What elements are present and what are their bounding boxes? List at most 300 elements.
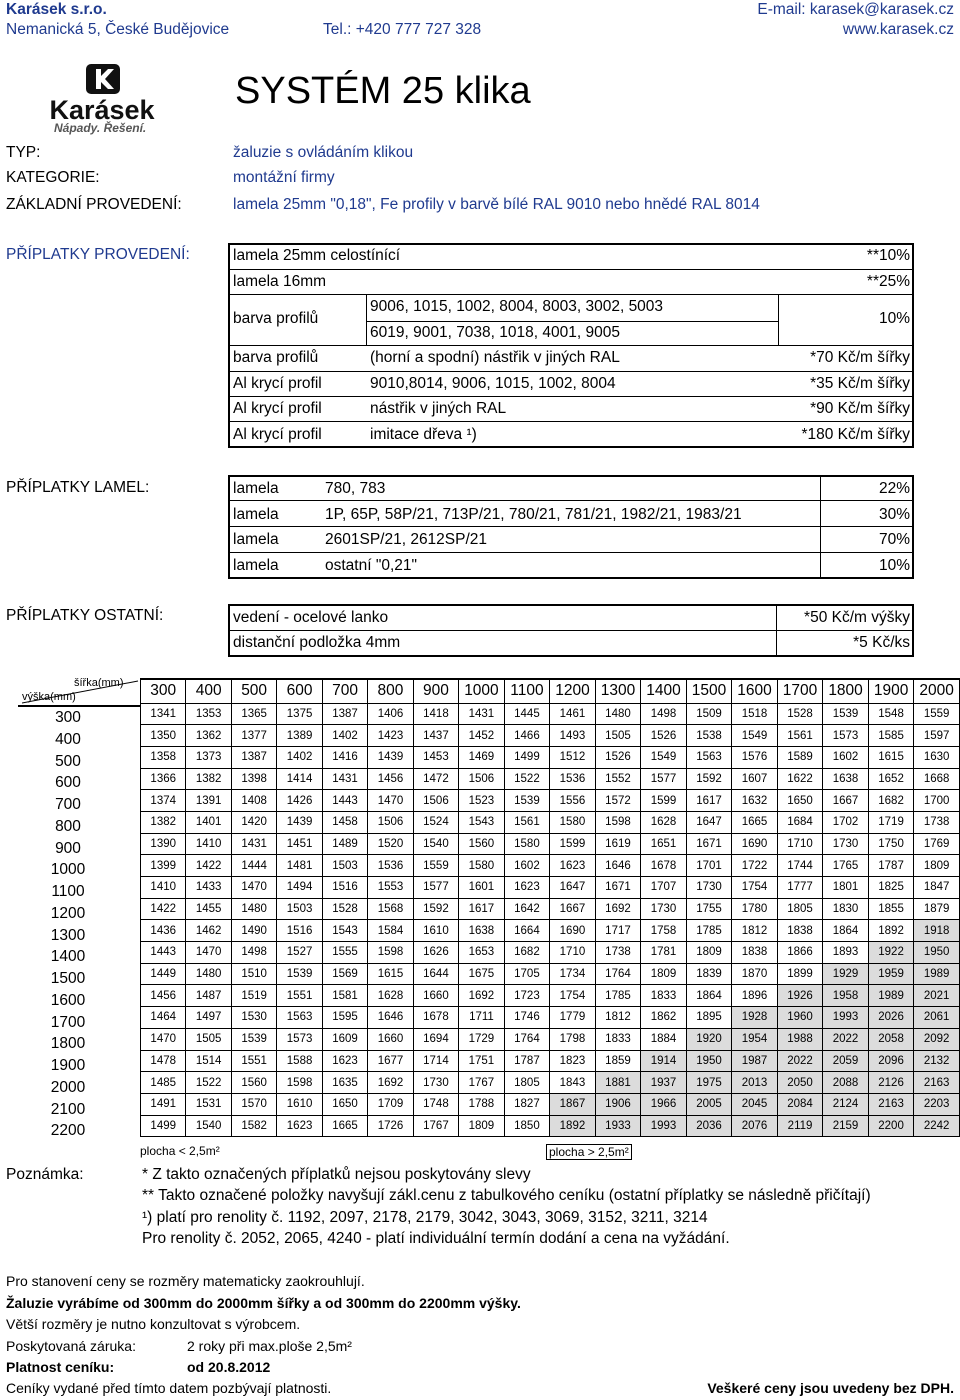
- price-cell: 1519: [231, 985, 276, 1007]
- width-header-cell: 2000: [914, 679, 960, 703]
- width-axis-label: šířka(mm): [74, 677, 124, 689]
- price-cell: 1358: [141, 746, 186, 768]
- price-cell: 1341: [141, 703, 186, 725]
- width-header-cell: 1400: [641, 679, 687, 703]
- price-cell: 1839: [686, 963, 732, 985]
- priplatky-ostatni-label: PŘÍPLATKY OSTATNÍ:: [6, 607, 164, 624]
- price-cell: 1536: [368, 855, 413, 877]
- price-cell: 1623: [504, 877, 550, 899]
- width-header-cell: 1200: [550, 679, 596, 703]
- price-cell: 1785: [595, 985, 641, 1007]
- price-cell: 1702: [823, 811, 869, 833]
- price-cell: 1906: [595, 1093, 641, 1115]
- price-cell: 1580: [504, 833, 550, 855]
- price-cell: 1764: [595, 963, 641, 985]
- price-cell: 1769: [914, 833, 960, 855]
- price-cell: 1630: [914, 746, 960, 768]
- price-cell: 1506: [413, 790, 458, 812]
- price-cell: 1615: [368, 963, 413, 985]
- price-cell: 1451: [277, 833, 322, 855]
- lamel-row-1-name: lamela: [233, 480, 279, 497]
- price-cell: 1632: [732, 790, 778, 812]
- lamel-row-1-price: 22%: [878, 480, 910, 497]
- lamel-row-3-type: 2601SP/21, 2612SP/21: [325, 531, 488, 548]
- price-cell: 1382: [141, 811, 186, 833]
- price-cell: 1950: [914, 942, 960, 964]
- price-cell: 1443: [141, 942, 186, 964]
- price-cell: 2096: [868, 1050, 914, 1072]
- price-cell: 1439: [277, 811, 322, 833]
- price-cell: 1538: [686, 725, 732, 747]
- price-cell: 1505: [186, 1028, 231, 1050]
- price-cell: 1581: [322, 985, 367, 1007]
- price-cell: 2022: [823, 1028, 869, 1050]
- price-cell: 1580: [459, 855, 505, 877]
- price-cell: 1466: [504, 725, 550, 747]
- price-cell: 1598: [368, 942, 413, 964]
- price-cell: 1597: [914, 725, 960, 747]
- price-cell: 1644: [413, 963, 458, 985]
- price-cell: 1671: [686, 833, 732, 855]
- price-cell: 1619: [595, 833, 641, 855]
- height-label: 600: [55, 774, 81, 792]
- provedeni-row-3-price: 10%: [878, 310, 910, 327]
- price-cell: 1729: [459, 1028, 505, 1050]
- price-cell: 1730: [686, 877, 732, 899]
- price-cell: 1918: [914, 920, 960, 942]
- price-cell: 2200: [868, 1115, 914, 1137]
- provedeni-row-6-price: *90 Kč/m šířky: [810, 400, 910, 417]
- company-email[interactable]: E-mail: karasek@karasek.cz: [757, 1, 954, 18]
- typ-value: žaluzie s ovládáním klikou: [233, 144, 414, 161]
- provedeni-row-7-name: Al krycí profil: [233, 426, 322, 443]
- price-cell: 1595: [322, 1007, 367, 1029]
- price-cell: 1690: [732, 833, 778, 855]
- svg-text:Karásek: Karásek: [49, 95, 155, 125]
- price-cell: 1812: [732, 920, 778, 942]
- table-row: [141, 1007, 960, 1029]
- lamel-row-3-name: lamela: [233, 531, 279, 548]
- zakladni-provedeni-label: ZÁKLADNÍ PROVEDENÍ:: [6, 196, 182, 213]
- price-cell: 1539: [231, 1028, 276, 1050]
- price-cell: 1536: [550, 768, 596, 790]
- height-label: 300: [55, 709, 81, 726]
- price-cell: 1416: [322, 746, 367, 768]
- price-cell: 1710: [777, 833, 823, 855]
- price-cell: 1754: [550, 985, 596, 1007]
- price-cell: 1494: [277, 877, 322, 899]
- price-cell: 1859: [595, 1050, 641, 1072]
- price-cell: 1592: [413, 898, 458, 920]
- price-cell: 1682: [868, 790, 914, 812]
- price-cell: 1609: [322, 1028, 367, 1050]
- price-cell: 1707: [641, 877, 687, 899]
- price-cell: 1601: [459, 877, 505, 899]
- price-cell: 1701: [686, 855, 732, 877]
- price-cell: 1668: [914, 768, 960, 790]
- price-cell: 1462: [186, 920, 231, 942]
- price-cell: 1556: [550, 790, 596, 812]
- width-header-cell: 800: [368, 679, 413, 703]
- price-cell: 1499: [504, 746, 550, 768]
- price-cell: 1512: [550, 746, 596, 768]
- height-label: 1500: [50, 970, 86, 987]
- price-cell: 1765: [823, 855, 869, 877]
- price-cell: 1684: [777, 811, 823, 833]
- price-cell: 1933: [595, 1115, 641, 1137]
- price-cell: 1825: [868, 877, 914, 899]
- price-cell: 2005: [686, 1093, 732, 1115]
- price-cell: 1582: [231, 1115, 276, 1137]
- price-cell: 1847: [914, 877, 960, 899]
- table-row: [141, 725, 960, 747]
- price-cell: 1391: [186, 790, 231, 812]
- price-cell: 1750: [868, 833, 914, 855]
- price-cell: 1503: [322, 855, 367, 877]
- kategorie-value: montážní firmy: [233, 169, 335, 186]
- price-cell: 1646: [595, 855, 641, 877]
- price-cell: 1470: [141, 1028, 186, 1050]
- height-label: 2100: [50, 1100, 86, 1118]
- price-cell: 1401: [186, 811, 231, 833]
- price-cell: 1738: [595, 942, 641, 964]
- price-cell: 1692: [595, 898, 641, 920]
- price-cell: 1490: [231, 920, 276, 942]
- price-cell: 1988: [777, 1028, 823, 1050]
- price-cell: 1387: [322, 703, 367, 725]
- price-cell: 1714: [413, 1050, 458, 1072]
- price-cell: 1470: [231, 877, 276, 899]
- warranty-value: 2 roky při max.ploše 2,5m²: [187, 1338, 352, 1354]
- price-cell: 1615: [868, 746, 914, 768]
- price-cell: 1787: [504, 1050, 550, 1072]
- price-cell: 1366: [141, 768, 186, 790]
- company-web[interactable]: www.karasek.cz: [842, 21, 954, 38]
- price-cell: 1456: [141, 985, 186, 1007]
- height-labels: [38, 707, 98, 1142]
- height-label: 900: [55, 839, 81, 857]
- price-cell: 1843: [550, 1072, 596, 1094]
- price-cell: 1617: [686, 790, 732, 812]
- price-cell: 1838: [777, 920, 823, 942]
- price-cell: 1617: [459, 898, 505, 920]
- price-cell: 1748: [413, 1093, 458, 1115]
- provedeni-row-6-name: Al krycí profil: [233, 400, 322, 417]
- price-cell: 1576: [732, 746, 778, 768]
- price-cell: 1705: [504, 963, 550, 985]
- price-cell: 1573: [277, 1028, 322, 1050]
- height-label: 800: [55, 817, 81, 835]
- provedeni-row-5-name: Al krycí profil: [233, 375, 322, 392]
- price-cell: 1602: [504, 855, 550, 877]
- table-row: [141, 1093, 960, 1115]
- price-cell: 1382: [186, 768, 231, 790]
- height-label: 500: [55, 752, 81, 770]
- lamel-row-4-type: ostatní "0,21": [325, 557, 418, 574]
- price-cell: 1437: [413, 725, 458, 747]
- price-cell: 1555: [322, 942, 367, 964]
- provedeni-row-7-price: *180 Kč/m šířky: [801, 426, 910, 443]
- price-cell: 2022: [777, 1050, 823, 1072]
- lamel-row-2-name: lamela: [233, 506, 279, 523]
- price-cell: 1788: [459, 1093, 505, 1115]
- footer-range: Žaluzie vyrábíme od 300mm do 2000mm šířky a od 300mm do 2200mm výšky.: [6, 1295, 521, 1311]
- price-cell: 1622: [777, 768, 823, 790]
- price-cell: 1866: [777, 942, 823, 964]
- price-cell: 2013: [732, 1072, 778, 1094]
- price-cell: 1664: [504, 920, 550, 942]
- price-cell: 1422: [141, 898, 186, 920]
- price-cell: 1573: [823, 725, 869, 747]
- price-cell: 1539: [823, 703, 869, 725]
- provedeni-row-1-name: lamela 25mm celostínící: [233, 247, 401, 264]
- height-axis-label: výška(mm): [22, 691, 76, 703]
- price-cell: 2159: [823, 1115, 869, 1137]
- price-cell: 1993: [641, 1115, 687, 1137]
- width-header-cell: 1800: [823, 679, 869, 703]
- price-cell: 1561: [777, 725, 823, 747]
- price-cell: 1690: [550, 920, 596, 942]
- height-label: 2200: [50, 1122, 86, 1140]
- notes-label: Poznámka:: [6, 1166, 84, 1183]
- price-cell: 1551: [277, 985, 322, 1007]
- price-cell: 1801: [823, 877, 869, 899]
- price-cell: 1498: [641, 703, 687, 725]
- price-cell: 1489: [322, 833, 367, 855]
- width-header-cell: 900: [413, 679, 458, 703]
- price-cell: 1626: [413, 942, 458, 964]
- plocha-large-label: plocha > 2,5m²: [546, 1144, 632, 1160]
- price-cell: 1559: [413, 855, 458, 877]
- price-cell: 1787: [868, 855, 914, 877]
- price-cell: 1650: [322, 1093, 367, 1115]
- price-cell: 1436: [141, 920, 186, 942]
- price-cell: 1539: [504, 790, 550, 812]
- price-cell: 1647: [686, 811, 732, 833]
- height-label: 1700: [50, 1013, 86, 1031]
- price-cell: 1444: [231, 855, 276, 877]
- price-cell: 1375: [277, 703, 322, 725]
- price-cell: 1362: [186, 725, 231, 747]
- lamel-row-1-type: 780, 783: [325, 480, 386, 497]
- price-cell: 1528: [322, 898, 367, 920]
- price-cell: 1652: [868, 768, 914, 790]
- price-cell: 2045: [732, 1093, 778, 1115]
- provedeni-row-3-colors-2: 6019, 9001, 7038, 1018, 4001, 9005: [370, 324, 620, 341]
- plocha-small-label: plocha < 2,5m²: [140, 1144, 220, 1158]
- price-cell: 1623: [550, 855, 596, 877]
- width-header-cell: 1300: [595, 679, 641, 703]
- price-cell: 2092: [914, 1028, 960, 1050]
- price-cell: 1390: [141, 833, 186, 855]
- price-cell: 1937: [641, 1072, 687, 1094]
- price-cell: 1642: [504, 898, 550, 920]
- price-cell: 1746: [504, 1007, 550, 1029]
- price-cell: 1667: [550, 898, 596, 920]
- price-cell: 1526: [641, 725, 687, 747]
- price-cell: 1922: [868, 942, 914, 964]
- width-header-cell: 1500: [686, 679, 732, 703]
- price-cell: 1635: [322, 1072, 367, 1094]
- price-cell: 1833: [595, 1028, 641, 1050]
- price-cell: 2126: [868, 1072, 914, 1094]
- price-cell: 2026: [868, 1007, 914, 1029]
- price-cell: 1572: [595, 790, 641, 812]
- price-cell: 1526: [595, 746, 641, 768]
- price-cell: 1855: [868, 898, 914, 920]
- price-cell: 1610: [277, 1093, 322, 1115]
- validity-value: od 20.8.2012: [187, 1359, 271, 1375]
- height-label: 1400: [50, 948, 86, 966]
- price-cell: 1892: [868, 920, 914, 942]
- provedeni-row-2-price: **25%: [866, 273, 910, 290]
- typ-label: TYP:: [6, 144, 41, 161]
- price-cell: 1509: [686, 703, 732, 725]
- table-row: [141, 877, 960, 899]
- price-cell: 1452: [459, 725, 505, 747]
- price-cell: 1530: [231, 1007, 276, 1029]
- provedeni-row-6-desc: nástřik v jiných RAL: [370, 400, 507, 417]
- warranty-label: Poskytovaná záruka:: [6, 1338, 136, 1354]
- price-cell: 1653: [459, 942, 505, 964]
- price-cell: 1485: [141, 1072, 186, 1094]
- price-cell: 1692: [459, 985, 505, 1007]
- price-cell: 1464: [141, 1007, 186, 1029]
- price-cell: 1543: [322, 920, 367, 942]
- lamel-row-4-price: 10%: [878, 557, 910, 574]
- price-cell: 1577: [641, 768, 687, 790]
- price-cell: 1506: [368, 811, 413, 833]
- price-cell: 2163: [868, 1093, 914, 1115]
- height-label: 1000: [50, 861, 86, 879]
- provedeni-row-4-price: *70 Kč/m šířky: [810, 349, 910, 366]
- priplatky-provedeni-label: PŘÍPLATKY PROVEDENÍ:: [6, 246, 190, 263]
- price-cell: 1414: [277, 768, 322, 790]
- price-cell: 1650: [777, 790, 823, 812]
- price-cell: 1543: [459, 811, 505, 833]
- price-cell: 1561: [504, 811, 550, 833]
- height-label: 1900: [50, 1057, 86, 1074]
- ostatni-row-2-price: *5 Kč/ks: [853, 634, 910, 651]
- price-cell: 1754: [732, 877, 778, 899]
- price-cell: 1498: [231, 942, 276, 964]
- price-cell: 1823: [550, 1050, 596, 1072]
- price-cell: 1559: [914, 703, 960, 725]
- price-cell: 1456: [368, 768, 413, 790]
- price-cell: 1628: [641, 811, 687, 833]
- price-cell: 1461: [550, 703, 596, 725]
- table-row: [141, 1072, 960, 1094]
- price-cell: 1487: [186, 985, 231, 1007]
- price-cell: 1993: [823, 1007, 869, 1029]
- price-cell: 1522: [504, 768, 550, 790]
- table-row: [141, 703, 960, 725]
- price-cell: 2088: [823, 1072, 869, 1094]
- price-cell: 1628: [368, 985, 413, 1007]
- company-phone: Tel.: +420 777 727 328: [323, 21, 482, 38]
- price-cell: 1838: [732, 942, 778, 964]
- width-header-cell: 500: [231, 679, 276, 703]
- price-cell: 1730: [413, 1072, 458, 1094]
- price-cell: 1812: [595, 1007, 641, 1029]
- price-cell: 2021: [914, 985, 960, 1007]
- price-cell: 1896: [732, 985, 778, 1007]
- height-label: 1600: [50, 991, 86, 1009]
- price-cell: 1478: [141, 1050, 186, 1072]
- price-cell: 2059: [823, 1050, 869, 1072]
- price-cell: 1387: [231, 746, 276, 768]
- price-cell: 1646: [368, 1007, 413, 1029]
- price-cell: 1678: [413, 1007, 458, 1029]
- width-header-cell: 300: [141, 679, 186, 703]
- price-cell: 1723: [504, 985, 550, 1007]
- ostatni-row-1-price: *50 Kč/m výšky: [804, 609, 910, 626]
- price-cell: 1577: [413, 877, 458, 899]
- price-cell: 2076: [732, 1115, 778, 1137]
- price-cell: 1694: [413, 1028, 458, 1050]
- price-cell: 1730: [823, 833, 869, 855]
- price-cell: 1548: [868, 703, 914, 725]
- price-cell: 1592: [686, 768, 732, 790]
- price-cell: 1539: [277, 963, 322, 985]
- price-cell: 1549: [732, 725, 778, 747]
- logo-slogan: Nápady. Řešení.: [54, 121, 147, 135]
- price-cell: 1585: [868, 725, 914, 747]
- price-cell: 1926: [777, 985, 823, 1007]
- footer-consult: Větší rozměry je nutno konzultovat s výrobcem.: [6, 1316, 301, 1332]
- width-header-cell: 1100: [504, 679, 550, 703]
- price-cell: 1598: [277, 1072, 322, 1094]
- zakladni-provedeni-value: lamela 25mm "0,18", Fe profily v barvě bílé RAL 9010 nebo hnědé RAL 8014: [233, 196, 760, 213]
- price-cell: 1827: [504, 1093, 550, 1115]
- provedeni-row-7-desc: imitace dřeva ¹): [370, 426, 477, 443]
- price-cell: 1524: [413, 811, 458, 833]
- price-cell: 1563: [686, 746, 732, 768]
- price-cell: 1660: [368, 1028, 413, 1050]
- table-row: [141, 1028, 960, 1050]
- price-cell: 1470: [368, 790, 413, 812]
- price-cell: 1730: [641, 898, 687, 920]
- width-header-row: [141, 679, 960, 703]
- price-cell: 1975: [686, 1072, 732, 1094]
- price-cell: 1623: [322, 1050, 367, 1072]
- price-cell: 1734: [550, 963, 596, 985]
- price-cell: 1480: [595, 703, 641, 725]
- company-name: Karásek s.r.o.: [6, 1, 107, 18]
- price-cell: 1758: [641, 920, 687, 942]
- table-row: [141, 768, 960, 790]
- price-cell: 1506: [459, 768, 505, 790]
- price-cell: 1781: [641, 942, 687, 964]
- price-cell: 1599: [641, 790, 687, 812]
- price-cell: 1480: [186, 963, 231, 985]
- price-cell: 1439: [368, 746, 413, 768]
- ostatni-row-1-name: vedení - ocelové lanko: [233, 609, 389, 626]
- price-cell: 1726: [368, 1115, 413, 1137]
- note-line-2: ** Takto označené položky navyšují zákl.cenu z tabulkového ceníku (ostatní příplatky se následně přičítají): [142, 1187, 871, 1204]
- price-cell: 1809: [914, 855, 960, 877]
- price-cell: 1423: [368, 725, 413, 747]
- price-cell: 1864: [686, 985, 732, 1007]
- price-cell: 2036: [686, 1115, 732, 1137]
- price-cell: 1867: [550, 1093, 596, 1115]
- price-cell: 1893: [823, 942, 869, 964]
- price-cell: 1373: [186, 746, 231, 768]
- price-cell: 2050: [777, 1072, 823, 1094]
- price-cell: 1589: [777, 746, 823, 768]
- price-cell: 1398: [231, 768, 276, 790]
- provedeni-row-4-name: barva profilů: [233, 349, 319, 366]
